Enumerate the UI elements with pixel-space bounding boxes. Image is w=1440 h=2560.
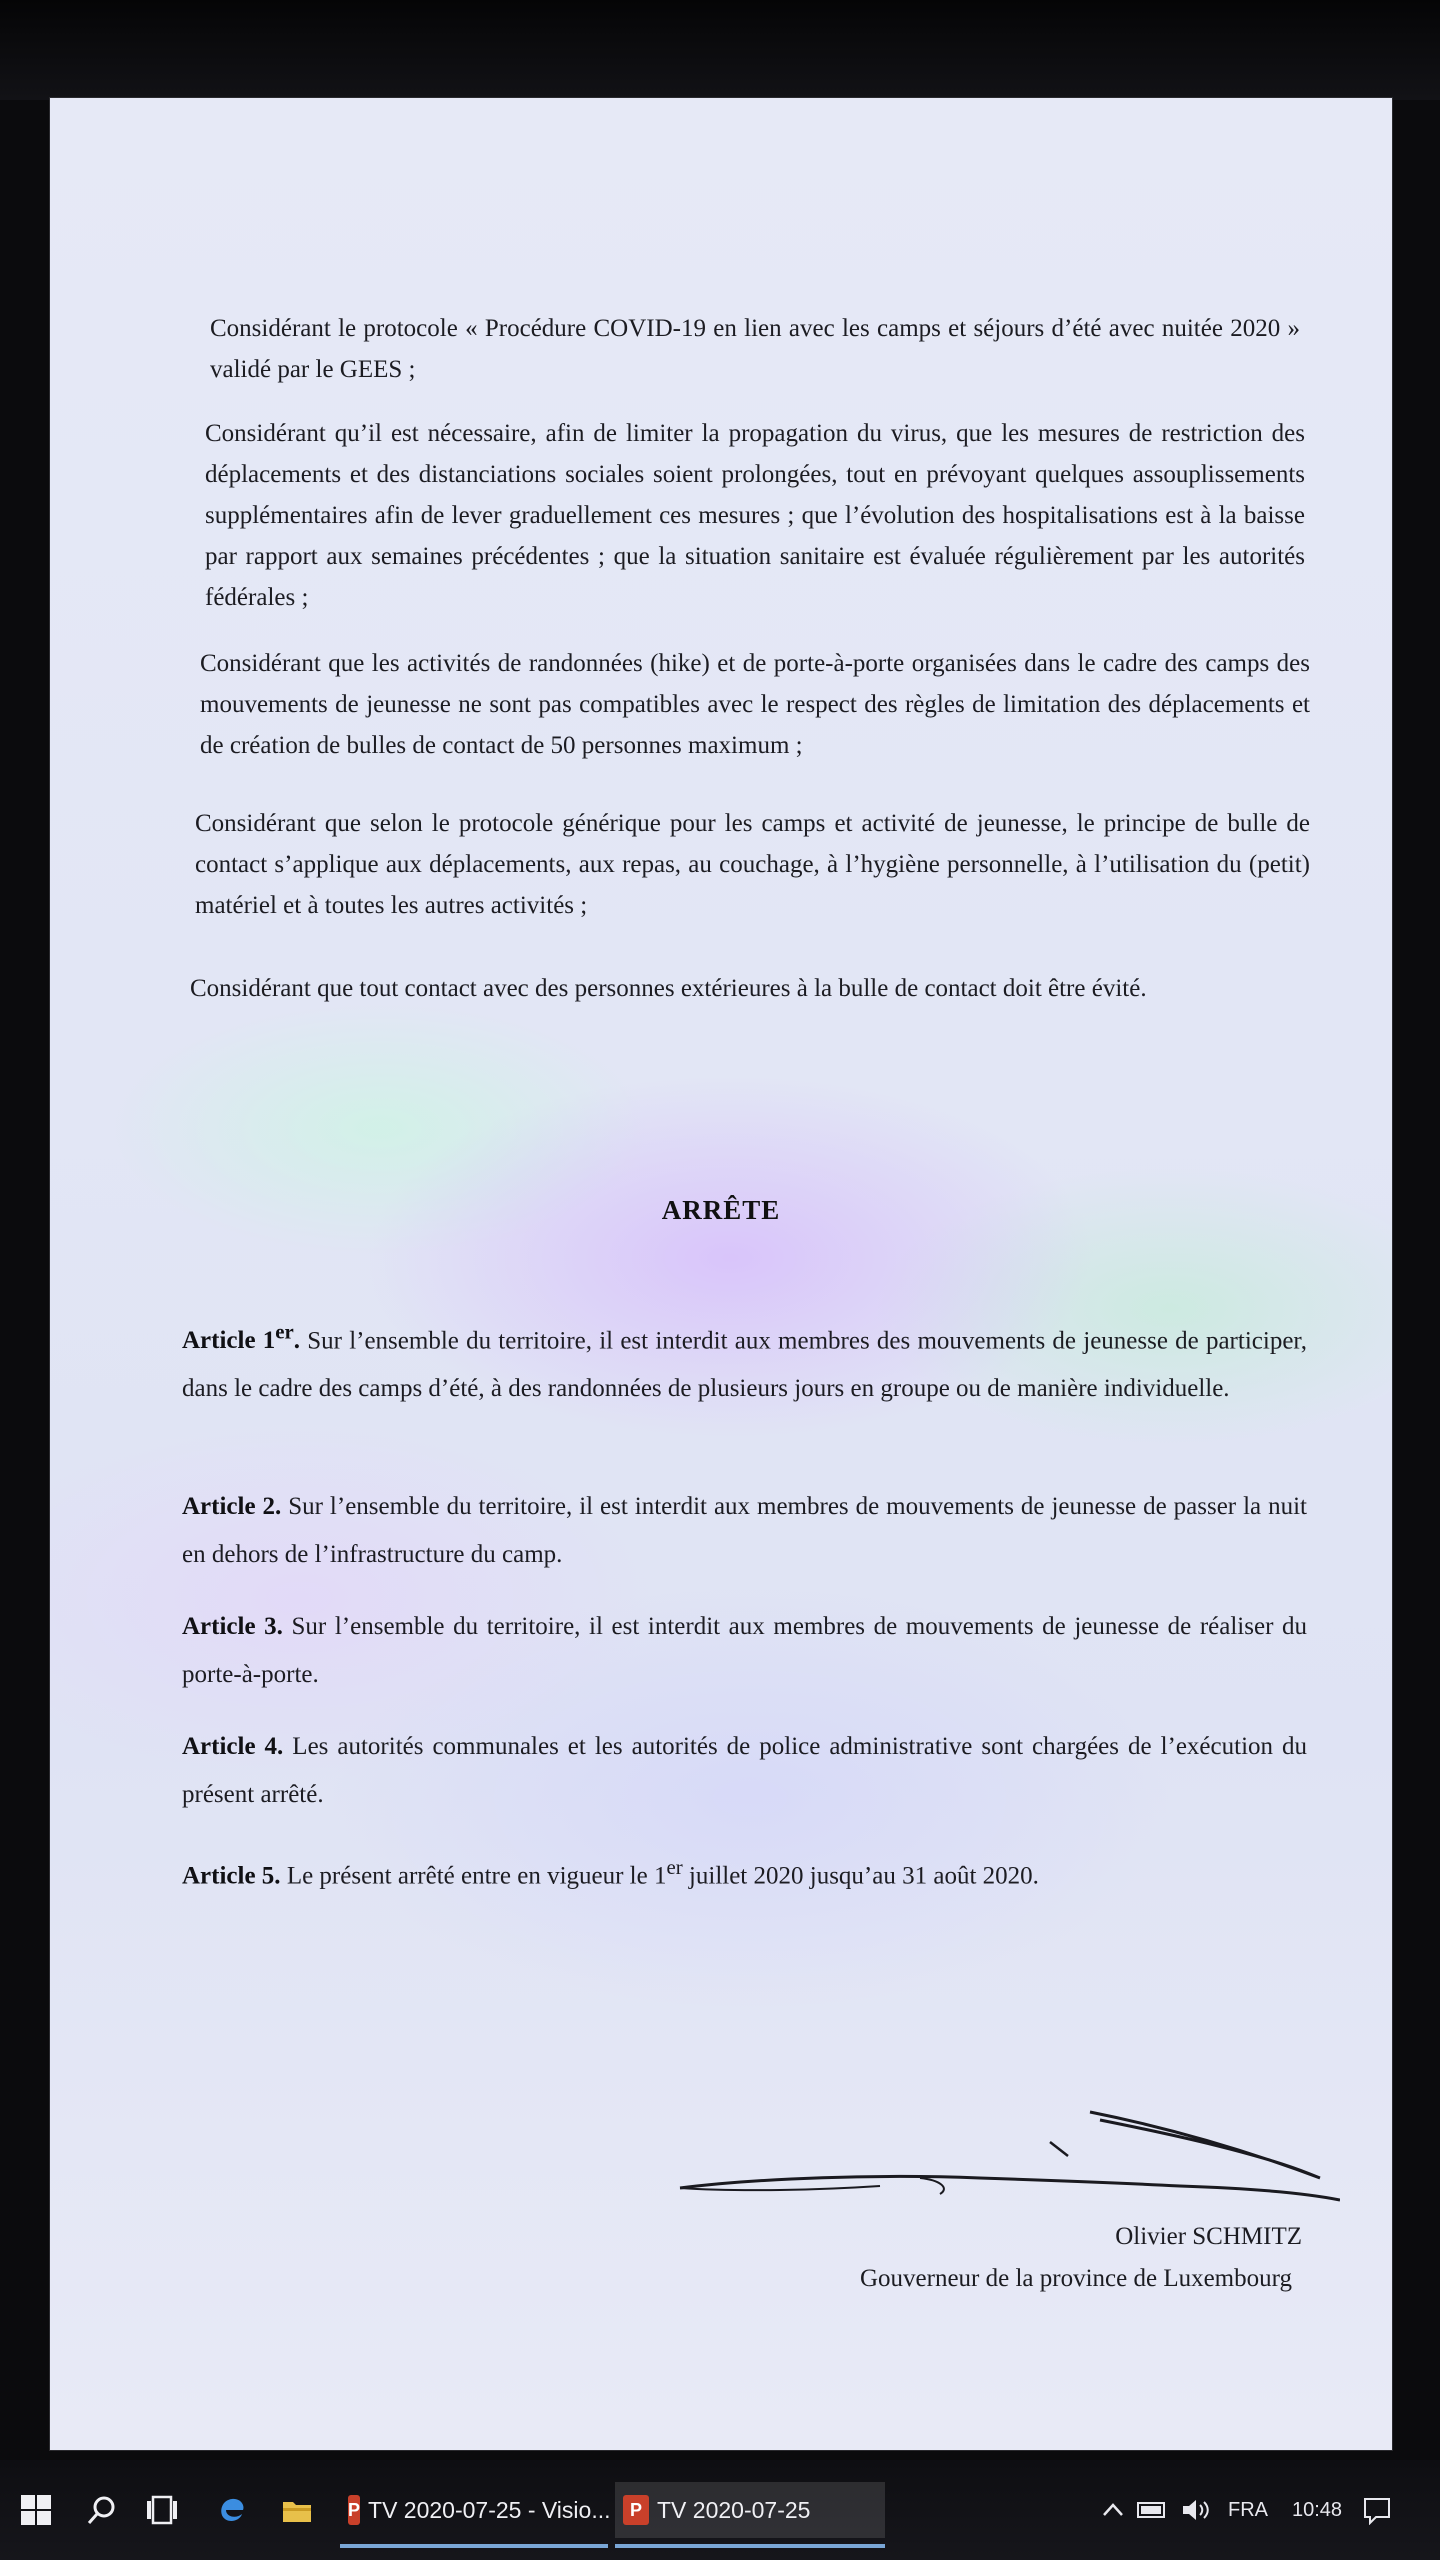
considerant-paragraph-3: Considérant que les activités de randonnées (hike) et de porte-à-porte organisées dans le cadre des camps des mouvements de jeunesse ne sont pas compatibles avec le respect des règles de limitation des déplacements et de création de bulles de contact de 50 personnes maximum ; (200, 650, 1310, 759)
article-1-label (182, 1320, 301, 1355)
article-1-text: Sur l’ensemble du territoire, il est interdit aux membres des mouvements de jeunesse de participer, dans le cadre des camps d’été, à des randonnées de plusieurs jours en groupe ou de manière individuelle. (182, 1327, 1307, 1403)
taskbar-app-label: TV 2020-07-25 (657, 2496, 811, 2523)
system-tray (1100, 2482, 1440, 2538)
article-1-sup: er (275, 1320, 294, 1344)
active-indicator (340, 2544, 608, 2548)
input-language-indicator[interactable]: FRA (1228, 2498, 1268, 2521)
article-5-sup: er (666, 1855, 683, 1879)
folder-icon (281, 2496, 313, 2524)
article-4-label: Article 4. (182, 1733, 284, 1760)
article-5-text-after: juillet 2020 jusqu’au 31 août 2020. (682, 1862, 1039, 1890)
article-3-text: Sur l’ensemble du territoire, il est interdit aux membres de mouvements de jeunesse de réaliser du porte-à-porte. (182, 1613, 1308, 1688)
article-5-text-before: Le présent arrêté entre en vigueur le 1 (280, 1862, 667, 1890)
considerant-paragraph-1: Considérant le protocole « Procédure COVID-19 en lien avec les camps et séjours d’été avec nuitée 2020 » validé par le GEES ; (210, 315, 1300, 383)
article-3-label: Article 3. (182, 1613, 283, 1640)
notification-center-icon[interactable] (1362, 2495, 1392, 2525)
signer-title: Gouverneur de la province de Luxembourg (859, 2265, 1292, 2292)
article-5-label: Article 5. (182, 1862, 281, 1890)
article-2 (182, 1483, 1307, 1579)
powerpoint-icon: P (623, 2495, 649, 2525)
document-page[interactable] (50, 98, 1392, 2450)
arrete-heading: ARRÊTE (661, 1195, 781, 1225)
article-1-label-dot: . (293, 1327, 301, 1355)
start-button[interactable] (14, 2488, 58, 2532)
windows-logo-icon (21, 2495, 51, 2525)
article-1 (182, 1308, 1307, 1413)
taskbar (0, 2460, 1440, 2560)
taskbar-app-label: TV 2020-07-25 - Visio... (368, 2496, 611, 2523)
edge-icon (216, 2494, 248, 2526)
screen-bezel (0, 0, 1440, 100)
taskbar-app-visio[interactable] (340, 2482, 611, 2538)
article-1-label-text: Article 1 (182, 1327, 276, 1355)
article-3 (182, 1603, 1307, 1699)
taskbar-app-tv[interactable] (615, 2482, 885, 2538)
search-button[interactable] (80, 2488, 124, 2532)
considerant-paragraph-5: Considérant que tout contact avec des personnes extérieures à la bulle de contact doit être évité. (190, 975, 1147, 1002)
clock[interactable]: 10:48 (1292, 2498, 1343, 2521)
task-view-button[interactable] (140, 2488, 184, 2532)
volume-icon[interactable] (1180, 2496, 1214, 2524)
article-4-text: Les autorités communales et les autorités de police administrative sont chargées de l’exécution du présent arrêté. (182, 1733, 1308, 1808)
considerant-paragraph-2: Considérant qu’il est nécessaire, afin de limiter la propagation du virus, que les mesures de restriction des déplacements et des distanciations sociales soient prolongées, tout en prévoyant quelques assouplissements supplémentaires afin de lever graduellement ces mesures ; que l’évolution des hospitalisations est à la baisse par rapport aux semaines précédentes ; que la situation sanitaire est évaluée régulièrement par les autorités fédérales ; (205, 420, 1305, 611)
edge-browser-button[interactable] (210, 2488, 254, 2532)
handwritten-signature (620, 2108, 1340, 2218)
article-2-text: Sur l’ensemble du territoire, il est interdit aux membres de mouvements de jeunesse de passer la nuit en dehors de l’infrastructure du camp. (182, 1493, 1307, 1568)
active-indicator (615, 2544, 885, 2548)
signer-name: Olivier SCHMITZ (1115, 2223, 1302, 2250)
chevron-up-icon[interactable] (1100, 2497, 1126, 2523)
file-explorer-button[interactable] (275, 2488, 319, 2532)
considerant-paragraph-4: Considérant que selon le protocole générique pour les camps et activité de jeunesse, le principe de bulle de contact s’applique aux déplacements, aux repas, au couchage, à l’hygiène personnelle, à l’utilisation du (petit) matériel et à toutes les autres activités ; (195, 810, 1310, 919)
article-4 (182, 1723, 1307, 1819)
search-icon (87, 2495, 117, 2525)
article-5 (182, 1843, 1307, 1900)
powerpoint-icon: P (348, 2495, 360, 2525)
network-icon[interactable] (1136, 2497, 1166, 2523)
article-2-label: Article 2. (182, 1493, 282, 1520)
task-view-icon (146, 2495, 178, 2525)
